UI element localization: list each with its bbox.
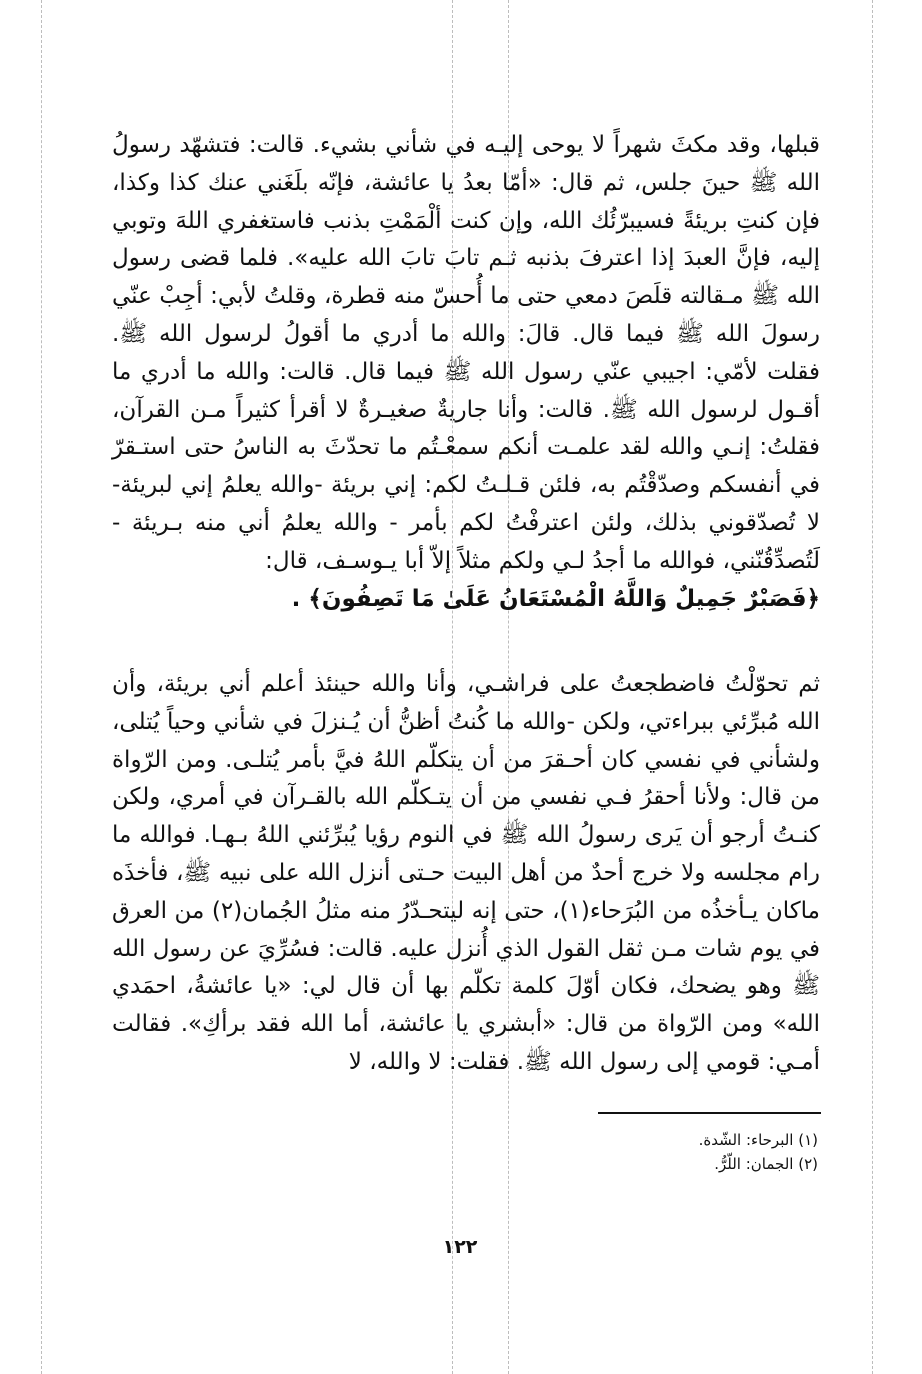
page-number: ١٢٢: [442, 1236, 478, 1258]
footnote-separator: [598, 1112, 821, 1114]
footnote-item: (١) البرحاء: الشّدة.: [698, 1131, 818, 1149]
body-paragraph: ثم تحوّلْتُ فاضطجعتُ على فراشـي، وأنا والله حينئذ أعلم أني بريئة، وأن الله مُبرِّئي ببراءتي، ولكن -والله ما كُنتُ أظنُّ أن يُـنزلَ في شأني وحياً يُتلى، ولشأني في نفسي كان أحـقرَ من أن يتكلّم اللهُ فيَّ بأمر يُتلـى. ومن الرّواة من قال: ولأنا أحقرُ فـي نفسي من أن يتـكلّم الله بالقـرآن في أمري، ولكن كنـتُ أرجو أن يَرى رسولُ الله ﷺ في النوم رؤيا يُبرِّئني اللهُ بـهـا. فوالله ما رام مجلسه ولا خرج أحدٌ من أهل البيت حـتى أنزل الله على نبيه ﷺ، فأخذَه ماكان يـأخذُه من البُرَحاء(١)، حتى إنه ليتحـدّرُ منه مثلُ الجُمان(٢) من العرق في يوم شات مـن ثقل القول الذي أُنزل عليه. قالت: فسُرِّيَ عن رسول الله ﷺ وهو يضحك، فكان أوّلَ كلمة تكلّم بها أن قال لي: «يا عائشةُ، احمَدي الله» ومن الرّواة من قال: «أبشري يا عائشة، أما الله فقد برأكِ». فقالت أمـي: قومي إلى رسول الله ﷺ. فقلت: لا والله، لا: [112, 671, 821, 1075]
second-text-block: [112, 666, 820, 1082]
scan-guide-line: [872, 0, 873, 1374]
body-paragraph: قبلها، وقد مكثَ شهراً لا يوحى إليـه في شأني بشيء. قالت: فتشهّد رسولُ الله ﷺ حينَ جلس، ثم قال: «أمّا بعدُ يا عائشة، فإنّه بلَغَني عنك كذا وكذا، فإن كنتِ بريئةً فسيبرّئُك الله، وإن كنت ألْمَمْتِ بذنب فاستغفري اللهَ وتوبي إليه، فإنَّ العبدَ إذا اعترفَ بذنبه ثـم تابَ تابَ الله عليه». فلما قضى رسول الله ﷺ مـقالته قلَصَ دمعي حتى ما أُحسّ منه قطرة، وقلتُ لأبي: أجِبْ عنّي رسولَ الله ﷺ فيما قال. قالَ: والله ما أدري ما أقولُ لرسول الله ﷺ. فقلت لأمّي: اجيبي عنّي رسول الله ﷺ فيما قال. قالت: والله ما أدري ما أقـول لرسول الله ﷺ. قالت: وأنا جاريةٌ صغيـرةٌ لا أقرأ كثيراً مـن القرآن، فقلتُ: إنـي والله لقد علمـت أنكم سمعْـتُم ما تحدّثَ به الناسُ حتى استـقرّ في أنفسكم وصدّقْتُم به، فلئن قـلـتُ لكم: إني بريئة -والله يعلمُ إني لبريئة- لا تُصدّقوني بذلك، ولئن اعترفْتُ لكم بأمر - والله يعلمُ أني منه بـريئة - لَتُصدِّقُنّني، فوالله ما أجدُ لـي ولكم مثلاً إلاّ أبا يـوسـف، قال:: [112, 132, 820, 574]
main-text-block: [112, 127, 820, 618]
scan-guide-line: [41, 0, 42, 1374]
quran-verse: ﴿فَصَبْرٌ جَمِيلٌ وَاللَّهُ الْمُسْتَعَانُ عَلَىٰ مَا تَصِفُونَ﴾ .: [291, 585, 820, 612]
footnote-item: (٢) الجمان: اللّرُّ.: [714, 1155, 818, 1173]
footnotes: [560, 1128, 818, 1176]
